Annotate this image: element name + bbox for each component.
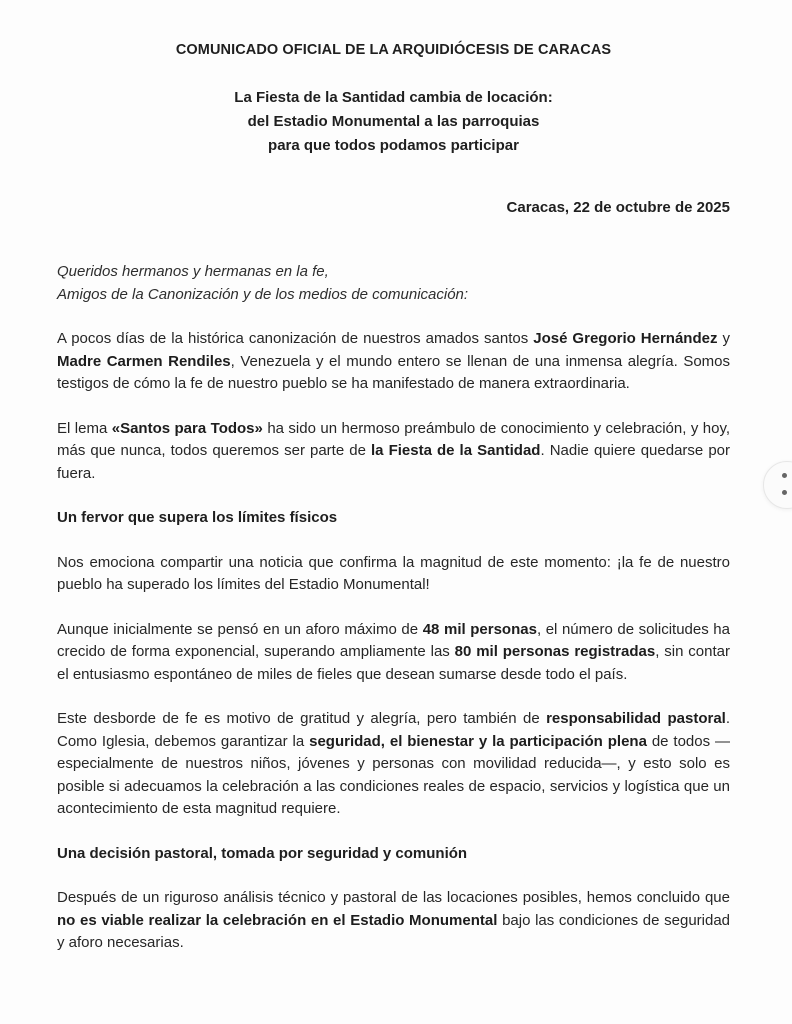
salutation-line: Amigos de la Canonización y de los medios de comunicación: [57,286,469,303]
text-run: de todos —especialmente de nuestros niños, jóvenes y personas con movilidad reducida—, y esto solo es posible si adecuamos la celebración a las condiciones reales de espacio, servicios y logística que un acontecimiento de esta magnitud requiere. [57,732,730,817]
text-run: . Nadie quiere quedarse por fuera. [57,442,730,482]
text-run: , sin contar el entusiasmo espontáneo de miles de fieles que desean sumarse desde todo el país. [57,643,730,683]
text-run: A pocos días de la histórica canonización de nuestros amados santos [57,330,534,347]
salutation-line: Queridos hermanos y hermanas en la fe, [57,263,329,280]
text-run: Nos emociona compartir una noticia que confirma la magnitud de este momento: ¡la fe de nuestro pueblo ha superado los límites del Estadio Monumental! [57,553,730,593]
document-subtitle [57,86,730,158]
paragraph-noticia [57,552,730,597]
text-run: Aunque inicialmente se pensó en un aforo máximo de [57,620,423,638]
text-run: . Como Iglesia, debemos garantizar la [57,710,730,750]
vertical-dots-icon [782,490,787,495]
text-run: El lema [57,419,112,437]
paragraph-conclusion [57,887,730,955]
subtitle-line: del Estadio Monumental a las parroquias [247,113,540,130]
text-run: , el número de solicitudes ha crecido de forma exponencial, superando ampliamente las [57,620,730,660]
text-run-bold: seguridad, el bienestar y la participación plena [309,732,647,750]
paragraph-lema [57,418,730,486]
text-run-bold: no es viable realizar la celebración en el Estadio Monumental [57,911,498,929]
text-run-bold: 48 mil personas [422,620,537,638]
section-heading-decision: Una decisión pastoral, tomada por seguridad y comunión [57,844,468,862]
dateline: Caracas, 22 de octubre de 2025 [506,199,730,216]
vertical-dots-icon [782,473,787,478]
text-run-bold: 80 mil personas registradas [454,643,656,660]
text-run-bold: José Gregorio Hernández [533,330,718,347]
text-run: Este desborde de fe es motivo de gratitud y alegría, pero también de [57,710,547,727]
text-run-bold: «Santos para Todos» [111,419,263,437]
document-title: COMUNICADO OFICIAL DE LA ARQUIDIÓCESIS DE CARACAS [175,42,612,58]
paragraph-canonization [57,328,730,396]
text-run: y [717,330,730,347]
text-run: Después de un riguroso análisis técnico y pastoral de las locaciones posibles, hemos concluido que [57,889,730,906]
paragraph-responsabilidad [57,708,730,821]
text-run: bajo las condiciones de seguridad y aforo necesarias. [57,911,731,951]
subtitle-line: La Fiesta de la Santidad cambia de locación: [234,89,553,106]
text-run: ha sido un hermoso preámbulo de conocimiento y celebración, y hoy, más que nunca, todos queremos ser parte de [57,419,731,459]
text-run-bold: responsabilidad pastoral [546,710,726,727]
paragraph-aforo [57,619,730,687]
text-run-bold: la Fiesta de la Santidad [371,442,541,459]
section-heading-fervor: Un fervor que supera los límites físicos [57,509,338,526]
salutation [57,260,730,306]
text-run: , Venezuela y el mundo entero se llenan de una inmensa alegría. Somos testigos de cómo la fe de nuestro pueblo se ha manifestado de manera extraordinaria. [57,352,731,392]
text-run-bold: Madre Carmen Rendiles [57,352,231,370]
subtitle-line: para que todos podamos participar [268,137,519,154]
